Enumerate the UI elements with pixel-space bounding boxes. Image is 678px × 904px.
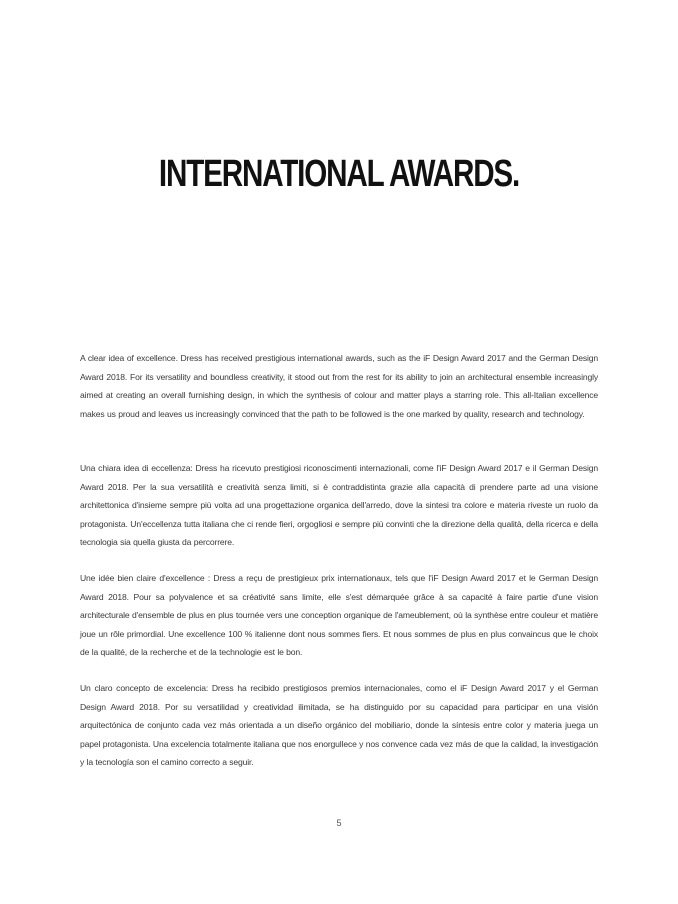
page-number: 5	[336, 818, 342, 828]
page-title: INTERNATIONAL AWARDS.	[158, 153, 520, 195]
paragraph-italian: Una chiara idea di eccellenza: Dress ha ricevuto prestigiosi riconoscimenti internazionali, come l'iF Design Award 2017 e il German Design Award 2018. Per la sua versatilità e creatività senza limiti, si è contraddistinta grazie alla capacità di prendere parte ad una visione architettonica d'insieme sempre più volta ad una progettazione organica dell'arredo, dove la sintesi tra colore e materia riveste un ruolo da protagonista. Un'eccellenza tutta italiana che ci rende fieri, orgogliosi e sempre più convinti che la direzione della qualità, della ricerca e della tecnologia sia quella giusta da percorrere.	[80, 463, 598, 548]
paragraph-spanish: Un claro concepto de excelencia: Dress ha recibido prestigiosos premios internacionales, como el iF Design Award 2017 y el German Design Award 2018. Por su versatilidad y creatividad ilimitada, se ha distinguido por su capacidad para participar en una visión arquitectónica de conjunto cada vez más orientada a un diseño orgánico del mobiliario, donde la síntesis entre color y materia juega un papel protagonista. Una excelencia totalmente italiana que nos enorgullece y nos convence cada vez más de que la calidad, la investigación y la tecnología son el camino correcto a seguir.	[80, 683, 598, 768]
paragraph-french: Une idée bien claire d'excellence : Dress a reçu de prestigieux prix internationaux, tels que l'iF Design Award 2017 et le German Design Award 2018. Pour sa polyvalence et sa créativité sans limite, elle s'est démarquée grâce à sa capacité à faire partie d'une vision architecturale d'ensemble de plus en plus tournée vers une conception organique de l'ameublement, où la synthèse entre couleur et matière joue un rôle primordial. Une excellence 100 % italienne dont nous sommes fiers. Et nous sommes de plus en plus convaincus que le choix de la qualité, de la recherche et de la technologie est le bon.	[80, 573, 598, 658]
paragraph-english: A clear idea of excellence. Dress has received prestigious international awards, such as the iF Design Award 2017 and the German Design Award 2018. For its versatility and boundless creativity, it stood out from the rest for its ability to join an architectural ensemble increasingly aimed at creating an overall furnishing design, in which the synthesis of colour and matter plays a starring role. This all-Italian excellence makes us proud and leaves us increasingly convinced that the path to be followed is the one marked by quality, research and technology.	[80, 353, 598, 419]
